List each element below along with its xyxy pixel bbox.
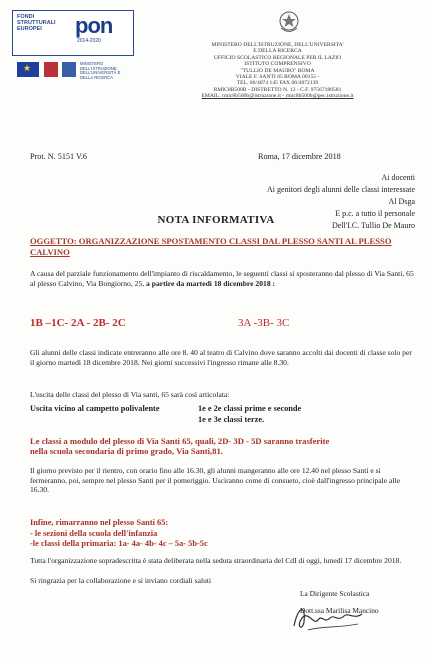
intro-paragraph: [30, 269, 415, 288]
signatory-name: Dott.ssa Marilisa Mancino: [300, 606, 379, 615]
ministry-line: E DELLA RICERCA: [253, 48, 302, 55]
pon-logo: [12, 10, 134, 56]
signatory-role: La Dirigente Scolastica: [300, 589, 370, 598]
ministry-line: UFFICIO SCOLASTICO REGIONALE PER IL LAZIO: [213, 54, 342, 61]
document-title: NOTA INFORMATIVA: [157, 214, 275, 226]
recipient-line: Dell'I.C. Tullio De Mauro: [332, 221, 415, 230]
intro-date-text: a partire da martedì 18 dicembre 2018 :: [146, 278, 276, 288]
email-line: EMAIL: rmic8b500b@istruzione.it - rmic8b500b@pec.istruzione.it: [201, 93, 354, 100]
remaining-line: -le classi della primaria: 1a- 4a- 4b- 4c – 5a- 5b-5c: [30, 539, 208, 548]
handwritten-signature-icon: [288, 596, 368, 636]
eu-flag-icon: [17, 62, 39, 77]
remaining-line: - le sezioni della scuola dell'infanzia: [30, 528, 158, 538]
entry-paragraph: Gli alunni delle classi indicate entreranno alle ore 8. 40 al teatro di Calvino dove saranno accolti dai docenti di classe solo per il giorno martedì 18 dicembre 2018. Nei giorni successivi l'ingresso rimane alle 8.30.: [30, 348, 412, 367]
module-classes-notice: [30, 436, 415, 456]
recipient-line: Ai docenti: [381, 173, 415, 182]
logo-pon-text: pon: [75, 13, 113, 38]
ministry-line: RMIC8B500B - DISTRETTO N. 13 - C.F. 97567180581: [213, 86, 342, 93]
return-day-paragraph: Il giorno previsto per il rientro, con orario fino alle 16.30, gli alunni mangeranno alle ore 12.40 nel plesso Santi e si fermeranno, poi, sempre nel plesso Santi per il pomeriggio. Usciranno come di consueto, cioè dall'ingresso principale alle 16.30.: [30, 466, 400, 494]
exit-classes: [198, 403, 418, 425]
remaining-line: Infine, rimarranno nel plesso Santi 65:: [30, 518, 169, 527]
moved-classes-third: 3A -3B- 3C: [238, 317, 290, 329]
italian-republic-emblem-icon: [278, 10, 300, 34]
exit-intro-paragraph: L'uscita delle classi del plesso di Via santi, 65 sarà così articolata:: [30, 390, 230, 399]
intro-text: A causa del parziale funzionamento dell'impianto di riscaldamento, le seguenti classi si sposteranno dal plesso di Via Santi, 65 al plesso Calvino, Via Bongiorno, 25,: [30, 269, 414, 288]
ministry-line: MINISTERO DELL'ISTRUZIONE, DELL'UNIVERSITA': [211, 42, 344, 48]
ministry-logo-icon: [44, 62, 58, 77]
logo-years-text: 2014-2020: [77, 38, 101, 44]
protocol-number: Prot. N. 5151 V.6: [30, 152, 88, 161]
ministry-line: "TULLIO DE MAURO" ROMA: [240, 67, 315, 74]
deliberation-paragraph: Tutta l'organizzazione sopradescritta è stata deliberata nella seduta straordinaria del CdI di oggi, lunedì 17 dicembre 2018.: [30, 556, 402, 565]
institution-header: [150, 42, 405, 100]
recipient-line: E p.c. a tutto il personale: [335, 209, 415, 218]
ministry-line: TEL. 06/4074 145 FAX 06/4072139: [236, 80, 319, 87]
exit-classes-line: 1e e 3e classi terze.: [198, 415, 265, 424]
region-logo-icon: [62, 62, 76, 77]
logo-fondi-text: FONDI STRUTTURALI EUROPEI: [17, 14, 56, 32]
closing-paragraph: Si ringrazia per la collaborazione e si inviano cordiali saluti: [30, 576, 212, 585]
module-classes-line: Le classi a modulo del plesso di Via Santi 65, quali, 2D- 3D - 5D saranno trasferite: [30, 436, 330, 446]
pon-logo-block: [12, 10, 134, 90]
moved-classes-primary: 1B –1C- 2A - 2B- 2C: [30, 317, 126, 329]
exit-classes-line: 1e e 2e classi prime e seconde: [198, 404, 302, 413]
document-date: Roma, 17 dicembre 2018: [258, 152, 341, 161]
remaining-classes-notice: [30, 518, 415, 550]
recipient-line: Al Dsga: [388, 197, 415, 206]
recipient-line: Ai genitori degli alunni delle classi interessate: [267, 185, 415, 194]
module-destination-line: nella scuola secondaria di primo grado, Via Santi,81.: [30, 446, 223, 456]
exit-location: Uscita vicino al campetto polivalente: [30, 404, 160, 413]
ministry-line: ISTITUTO COMPRENSIVO: [244, 61, 311, 68]
logo-sub-text: MINISTERO DELL'ISTRUZIONE, DELL'UNIVERSITÀ E DELLA RICERCA: [80, 61, 121, 80]
ministry-line: VIALE F. SANTI 65 ROMA 00155 -: [235, 74, 320, 81]
subject-line: OGGETTO: ORGANIZZAZIONE SPOSTAMENTO CLASSI DAL PLESSO SANTI AL PLESSO CALVINO: [30, 236, 392, 257]
